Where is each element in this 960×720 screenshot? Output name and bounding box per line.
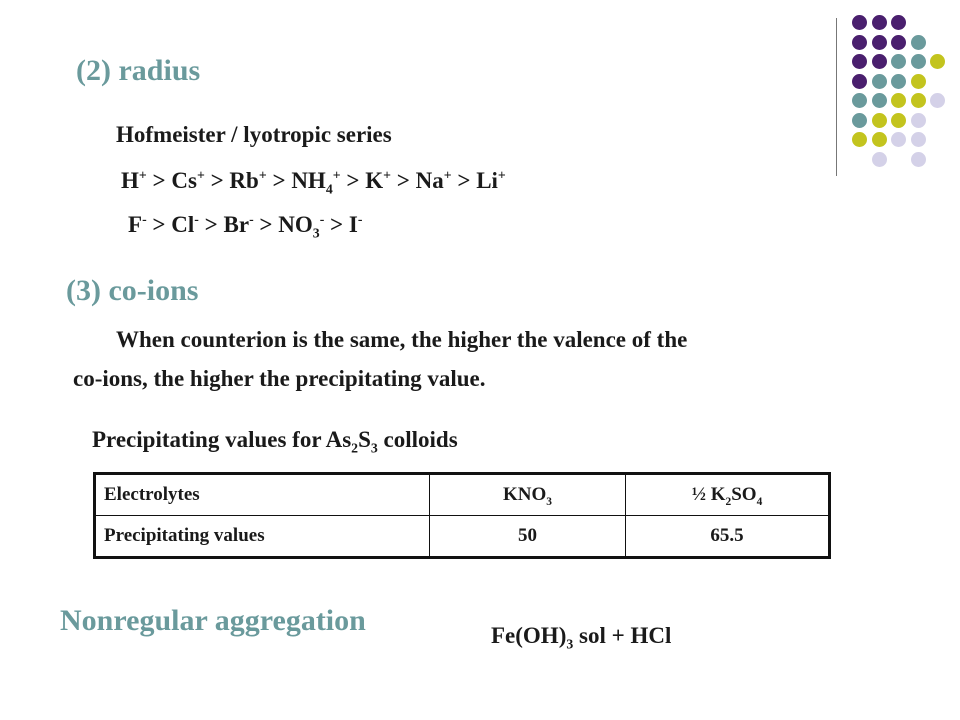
ion-charge: + xyxy=(383,167,391,183)
formula-part: Fe(OH) xyxy=(491,623,567,648)
decorative-dot xyxy=(930,93,945,108)
ion-subscript: 4 xyxy=(325,181,333,197)
co-ions-paragraph-line2: co-ions, the higher the precipitating value. xyxy=(73,366,486,391)
decorative-dot xyxy=(872,54,887,69)
ion-charge: + xyxy=(258,167,267,183)
ion-charge: - xyxy=(319,211,325,227)
ion-symbol: Li xyxy=(476,168,498,193)
series-separator: > xyxy=(340,168,366,193)
series-separator: > xyxy=(390,168,416,193)
co-ions-paragraph-line1: When counterion is the same, the higher the valence of the xyxy=(116,327,688,352)
series-separator: > xyxy=(146,212,172,237)
decorative-dot xyxy=(891,35,906,50)
precipitating-values-table xyxy=(93,472,831,559)
ion-symbol: I xyxy=(348,212,358,237)
ion-symbol: NO xyxy=(278,212,313,237)
table-caption-part: colloids xyxy=(377,427,458,452)
ion-symbol: Rb xyxy=(229,168,259,193)
cation-series xyxy=(121,167,506,197)
table-cell-precipitating-values-label: Precipitating values xyxy=(95,516,430,558)
decorative-dot xyxy=(911,54,926,69)
cell-text: ½ K xyxy=(691,484,726,505)
ion-symbol: F xyxy=(128,212,143,237)
decorative-dot xyxy=(872,93,887,108)
table-caption xyxy=(92,427,458,456)
table-cell-k2so4-value: 65.5 xyxy=(626,516,830,558)
decorative-dot xyxy=(872,74,887,89)
decorative-dot xyxy=(872,132,887,147)
cell-sub: 2 xyxy=(725,495,732,508)
series-separator: > xyxy=(451,168,477,193)
series-separator: > xyxy=(324,212,349,237)
ion-charge: + xyxy=(196,167,205,183)
ion-charge: - xyxy=(194,211,199,227)
decorative-dot xyxy=(872,152,887,167)
section-heading-nonregular-aggregation: Nonregular aggregation xyxy=(60,604,366,637)
cell-sub: 3 xyxy=(546,495,552,508)
decorative-dot xyxy=(911,152,926,167)
decorative-dot xyxy=(852,74,867,89)
decorative-dot xyxy=(891,54,906,69)
series-separator: > xyxy=(253,212,279,237)
nonregular-formula xyxy=(491,623,672,652)
ion-subscript: 3 xyxy=(312,225,320,241)
table-caption-part: S xyxy=(358,427,371,452)
ion-symbol: H xyxy=(121,168,139,193)
decorative-dot xyxy=(872,15,887,30)
ion-charge: + xyxy=(138,167,147,183)
anion-series xyxy=(128,211,363,241)
series-separator: > xyxy=(266,168,292,193)
ion-charge: - xyxy=(249,211,254,227)
table-cell-kno3-value: 50 xyxy=(430,516,626,558)
formula-part: sol + HCl xyxy=(573,623,672,648)
decorative-dot xyxy=(891,132,906,147)
table-cell-kno3-header xyxy=(430,474,626,516)
decorative-dot xyxy=(891,113,906,128)
ion-symbol: Br xyxy=(223,212,250,237)
table-header-row xyxy=(95,474,830,516)
ion-symbol: K xyxy=(365,168,384,193)
decorative-dot xyxy=(911,74,926,89)
decorative-dot xyxy=(911,132,926,147)
table-cell-k2so4-header xyxy=(626,474,830,516)
decorative-dot xyxy=(852,54,867,69)
decorative-dot xyxy=(891,93,906,108)
series-separator: > xyxy=(146,168,172,193)
decorative-dot xyxy=(852,35,867,50)
decorative-dot xyxy=(891,15,906,30)
decorative-dot xyxy=(891,74,906,89)
ion-symbol: NH xyxy=(291,168,326,193)
section-heading-radius: (2) radius xyxy=(76,54,201,87)
ion-charge: + xyxy=(497,167,506,183)
cell-text: SO xyxy=(731,484,757,505)
decorative-dot xyxy=(852,93,867,108)
table-caption-sub: 2 xyxy=(351,440,359,456)
series-separator: > xyxy=(198,212,224,237)
cell-text: KNO xyxy=(503,484,547,505)
decorative-dot xyxy=(911,35,926,50)
table-cell-electrolytes-header: Electrolytes xyxy=(95,474,430,516)
ion-charge: + xyxy=(332,167,341,183)
section-heading-co-ions: (3) co-ions xyxy=(66,274,199,307)
table-row xyxy=(95,516,830,558)
cell-sub: 4 xyxy=(756,495,763,508)
decorative-dot xyxy=(911,113,926,128)
ion-charge: - xyxy=(357,211,363,227)
decorative-dot xyxy=(930,54,945,69)
decorative-dot xyxy=(872,35,887,50)
ion-symbol: Na xyxy=(415,168,444,193)
table-caption-part: Precipitating values for As xyxy=(92,427,352,452)
table-caption-sub: 3 xyxy=(370,440,378,456)
ion-symbol: Cl xyxy=(171,212,195,237)
decorative-vertical-line xyxy=(836,18,837,176)
decorative-dot xyxy=(852,15,867,30)
decorative-dot xyxy=(852,132,867,147)
series-separator: > xyxy=(204,168,230,193)
ion-charge: - xyxy=(142,211,147,227)
decorative-dot xyxy=(872,113,887,128)
hofmeister-series-title: Hofmeister / lyotropic series xyxy=(116,122,392,147)
ion-charge: + xyxy=(443,167,452,183)
formula-sub: 3 xyxy=(566,636,574,652)
ion-symbol: Cs xyxy=(171,168,197,193)
decorative-dot xyxy=(852,113,867,128)
decorative-dot xyxy=(911,93,926,108)
